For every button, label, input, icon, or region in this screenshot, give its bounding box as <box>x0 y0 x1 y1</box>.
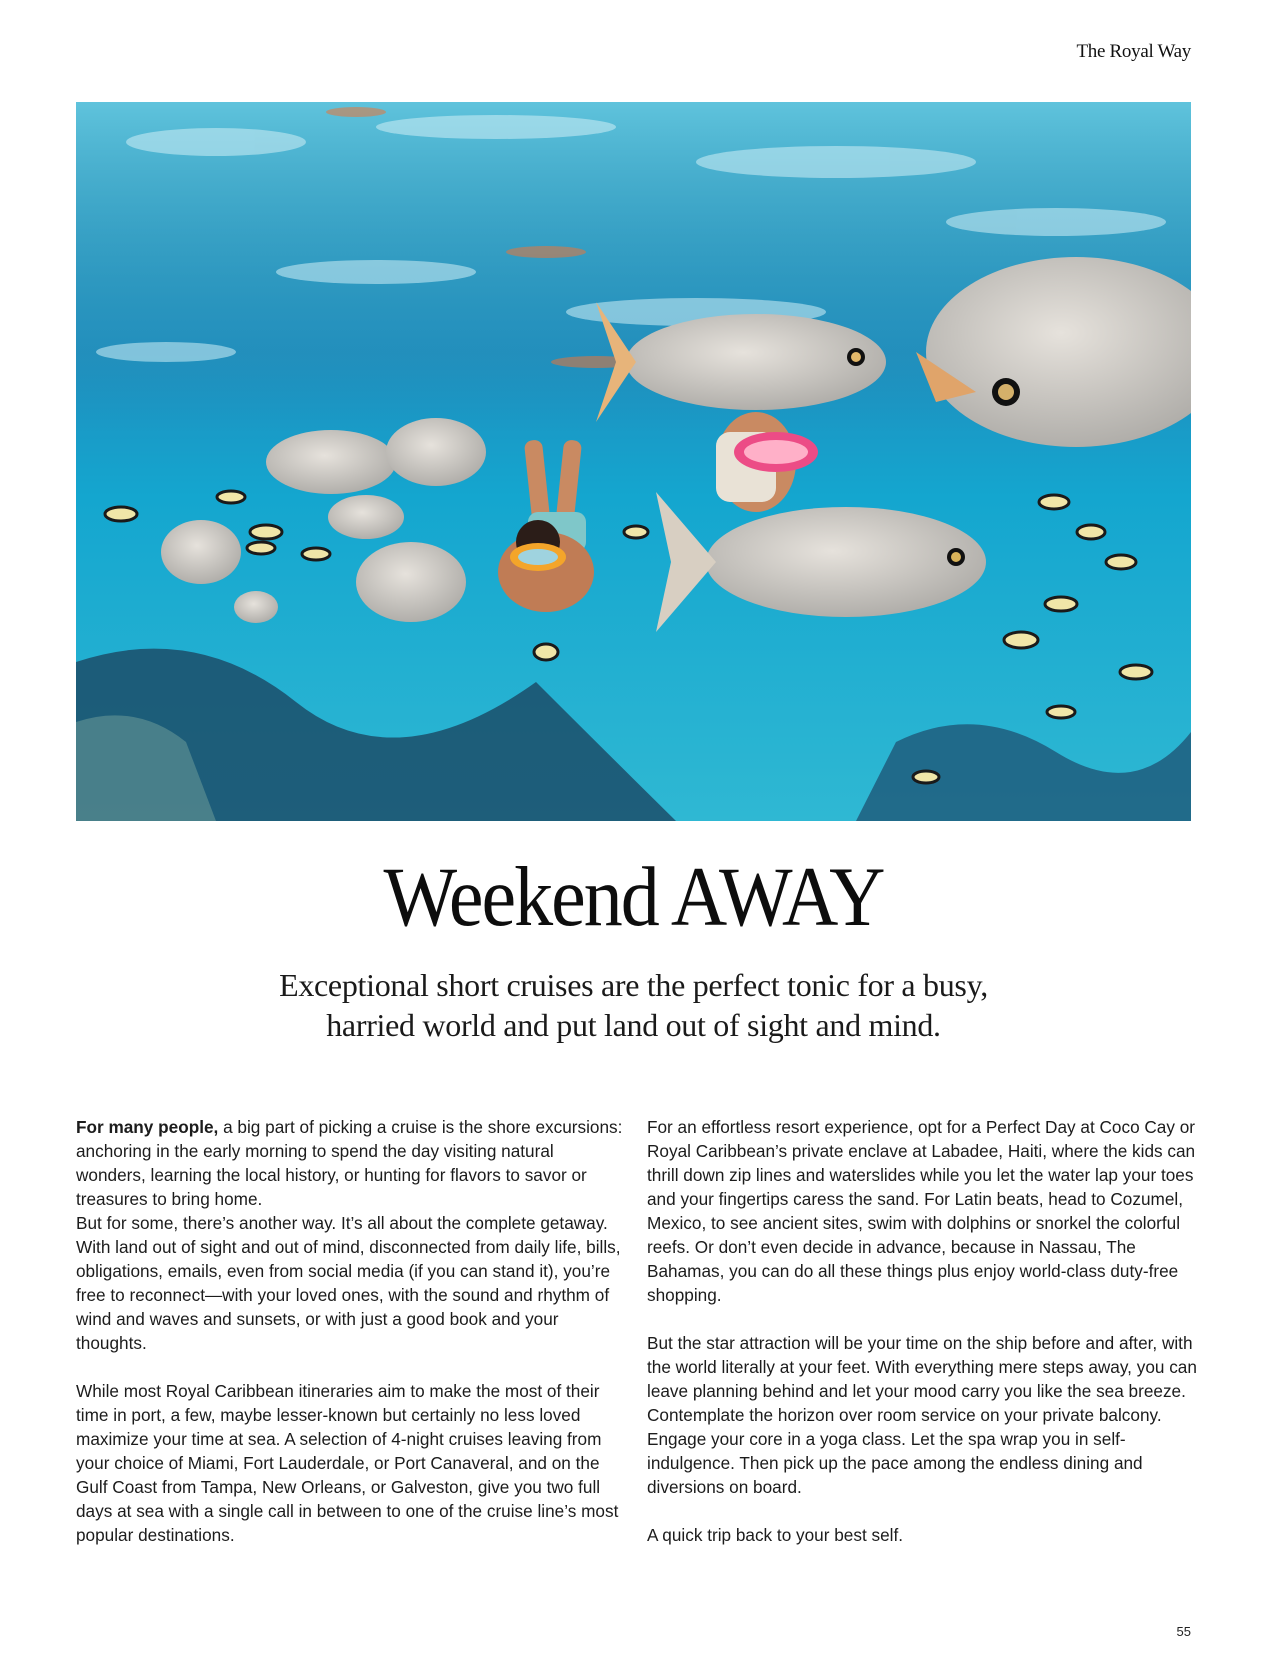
body-column-right <box>647 1115 1197 1547</box>
paragraph: A quick trip back to your best self. <box>647 1525 904 1545</box>
paragraph <box>76 1115 626 1211</box>
page-number: 55 <box>1176 1624 1191 1639</box>
paragraph: For an effortless resort experience, opt for a Perfect Day at Coco Cay or Royal Caribbean’s private enclave at Labadee, Haiti, where the kids can thrill down zip lines and waterslides while you let the water lap your toes and your fingertips caress the sand. For Latin beats, head to Cozumel, Mexico, to see ancient sites, swim with dolphins or snorkel the colorful reefs. Or don’t even decide in advance, because in Nassau, The Bahamas, you can do all these things plus enjoy world-class duty-free shopping. <box>647 1117 1196 1305</box>
dek-line-2: harried world and put land out of sight and mind. <box>326 1007 941 1043</box>
paragraph: While most Royal Caribbean itineraries aim to make the most of their time in port, a few, maybe lesser-known but certainly no less loved maximize your time at sea. A selection of 4-night cruises leaving from your choice of Miami, Fort Lauderdale, or Port Canaveral, and on the Gulf Coast from Tampa, New Orleans, or Galveston, give you two full days at sea with a single call in between to one of the cruise line’s most popular destinations. <box>76 1381 619 1545</box>
article-headline: Weekend AWAY <box>383 849 884 944</box>
running-head: The Royal Way <box>1076 41 1191 62</box>
paragraph: But for some, there’s another way. It’s all about the complete getaway. With land out of sight and out of mind, disconnected from daily life, bills, obligations, emails, even from social media (if you can stand it), you’re free to reconnect—with your loved ones, with the sound and rhythm of wind and waves and sunsets, or with just a good book and your thoughts. <box>76 1213 621 1353</box>
lead-in: For many people, <box>76 1117 219 1137</box>
body-column-left <box>76 1115 626 1547</box>
article-dek <box>180 965 1087 1045</box>
paragraph-text: a big part of picking a cruise is the shore excursions: anchoring in the early morning to spend the day visiting natural wonders, learning the local history, or hunting for flavors to savor or treasures to bring home. <box>76 1117 623 1209</box>
dek-line-1: Exceptional short cruises are the perfect tonic for a busy, <box>279 967 988 1003</box>
underwater-snorkel-photo <box>76 102 1191 821</box>
hero-photo <box>76 102 1191 821</box>
paragraph: But the star attraction will be your time on the ship before and after, with the world literally at your feet. With everything mere steps away, you can leave planning behind and let your mood carry you like the sea breeze. Contemplate the horizon over room service on your private balcony. Engage your core in a yoga class. Let the spa wrap you in self-indulgence. Then pick up the pace among the endless dining and diversions on board. <box>647 1333 1197 1497</box>
